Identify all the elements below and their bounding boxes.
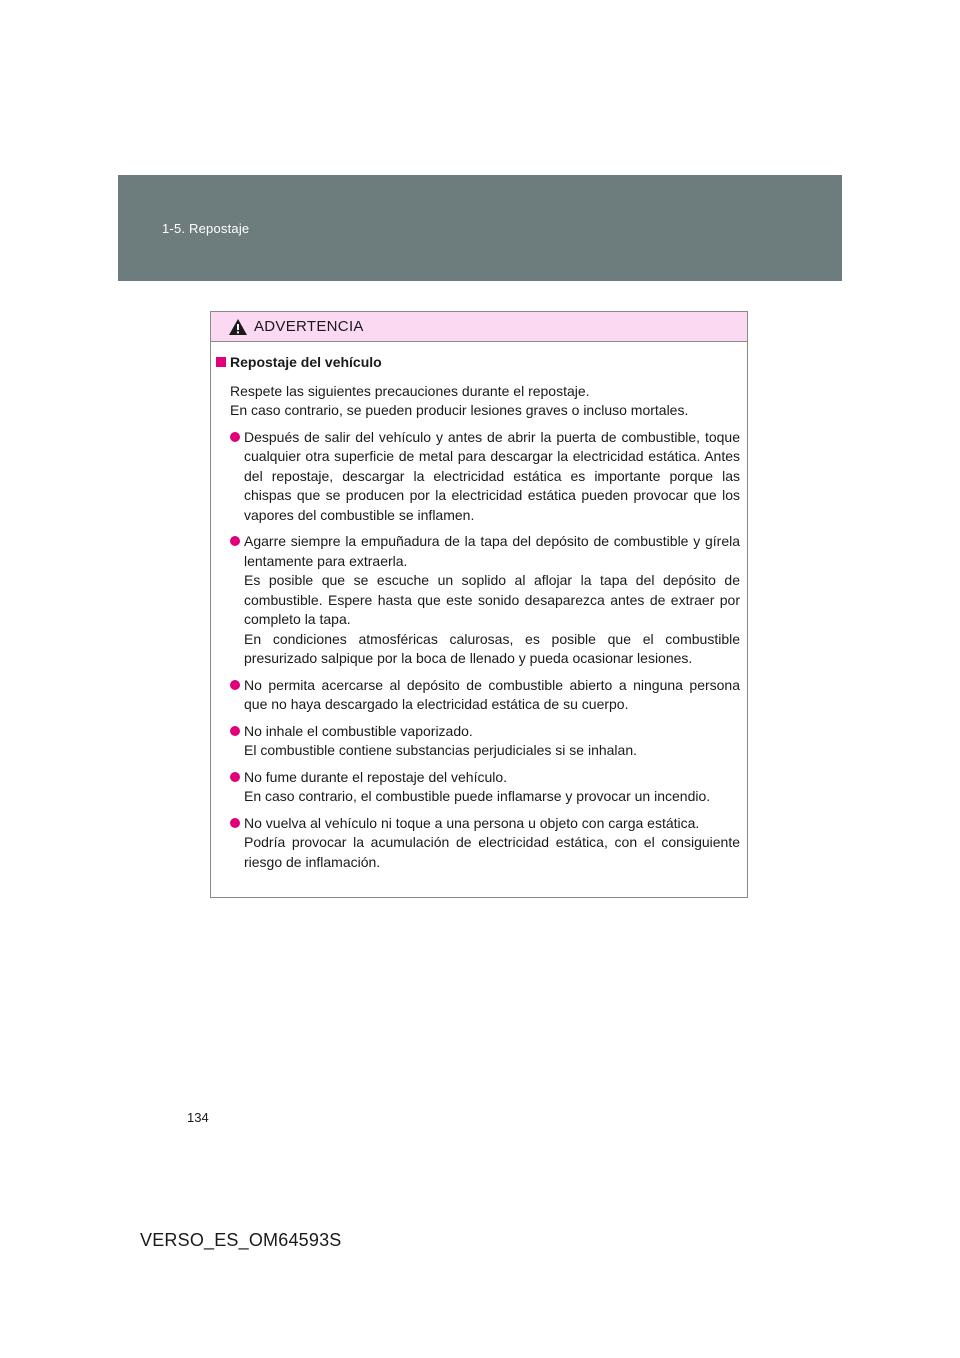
intro-line: Respete las siguientes precauciones durante el repostaje. <box>230 382 590 399</box>
bullet-paragraph: Es posible que se escuche un soplido al aflojar la tapa del depósito de combustible. Espere hasta que este sonido desaparezca antes de extraer por completo la tapa. <box>244 572 740 627</box>
bullet-item <box>216 428 742 526</box>
bullet-paragraph: Podría provocar la acumulación de electricidad estática, con el consiguiente riesgo de inflamación. <box>244 834 740 870</box>
bullet-item <box>216 676 742 715</box>
bullet-dot-icon <box>230 818 240 828</box>
bullet-paragraph: No vuelva al vehículo ni toque a una persona u objeto con carga estática. <box>244 814 700 831</box>
intro-line: En caso contrario, se pueden producir lesiones graves o incluso mortales. <box>230 402 689 418</box>
warning-heading: Repostaje del vehículo <box>230 354 382 370</box>
page-number: 134 <box>187 1110 209 1125</box>
document-code: VERSO_ES_OM64593S <box>140 1230 342 1250</box>
bullet-paragraph: No permita acercarse al depósito de combustible abierto a ninguna persona que no haya descargado la electricidad estática de su cuerpo. <box>244 676 740 712</box>
warning-intro <box>216 382 742 421</box>
bullet-dot-icon <box>230 432 240 442</box>
bullet-paragraph: Después de salir del vehículo y antes de abrir la puerta de combustible, toque cualquier otra superficie de metal para descargar la electricidad estática. Antes del repostaje, descargar la electricidad estática es importante porque las chispas que se producen por la electricidad estática pueden provocar que los vapores del combustible se inflamen. <box>244 428 740 523</box>
section-label: 1-5. Repostaje <box>162 221 250 236</box>
square-bullet-icon <box>216 357 226 367</box>
bullet-item <box>216 722 742 761</box>
bullet-paragraph: En condiciones atmosféricas calurosas, es posible que el combustible presurizado salpique por la boca de llenado y pueda ocasionar lesiones. <box>244 630 740 666</box>
warning-title: ADVERTENCIA <box>254 318 364 335</box>
bullet-dot-icon <box>230 680 240 690</box>
warning-box <box>210 311 748 898</box>
bullet-dot-icon <box>230 726 240 736</box>
warning-body <box>211 342 747 872</box>
bullet-item <box>216 532 742 669</box>
bullet-item <box>216 768 742 807</box>
bullet-dot-icon <box>230 536 240 546</box>
warning-header <box>211 312 747 342</box>
bullet-paragraph: Agarre siempre la empuñadura de la tapa del depósito de combustible y gírela lentamente para extraerla. <box>244 533 740 569</box>
warning-triangle-icon <box>228 318 248 336</box>
bullet-item <box>216 814 742 873</box>
bullet-paragraph: No fume durante el repostaje del vehículo. <box>244 768 508 785</box>
bullet-paragraph: No inhale el combustible vaporizado. <box>244 722 473 739</box>
warning-heading-row <box>216 353 742 373</box>
bullet-paragraph: El combustible contiene substancias perjudiciales si se inhalan. <box>244 742 637 758</box>
bullet-paragraph: En caso contrario, el combustible puede inflamarse y provocar un incendio. <box>244 788 711 804</box>
bullet-dot-icon <box>230 772 240 782</box>
